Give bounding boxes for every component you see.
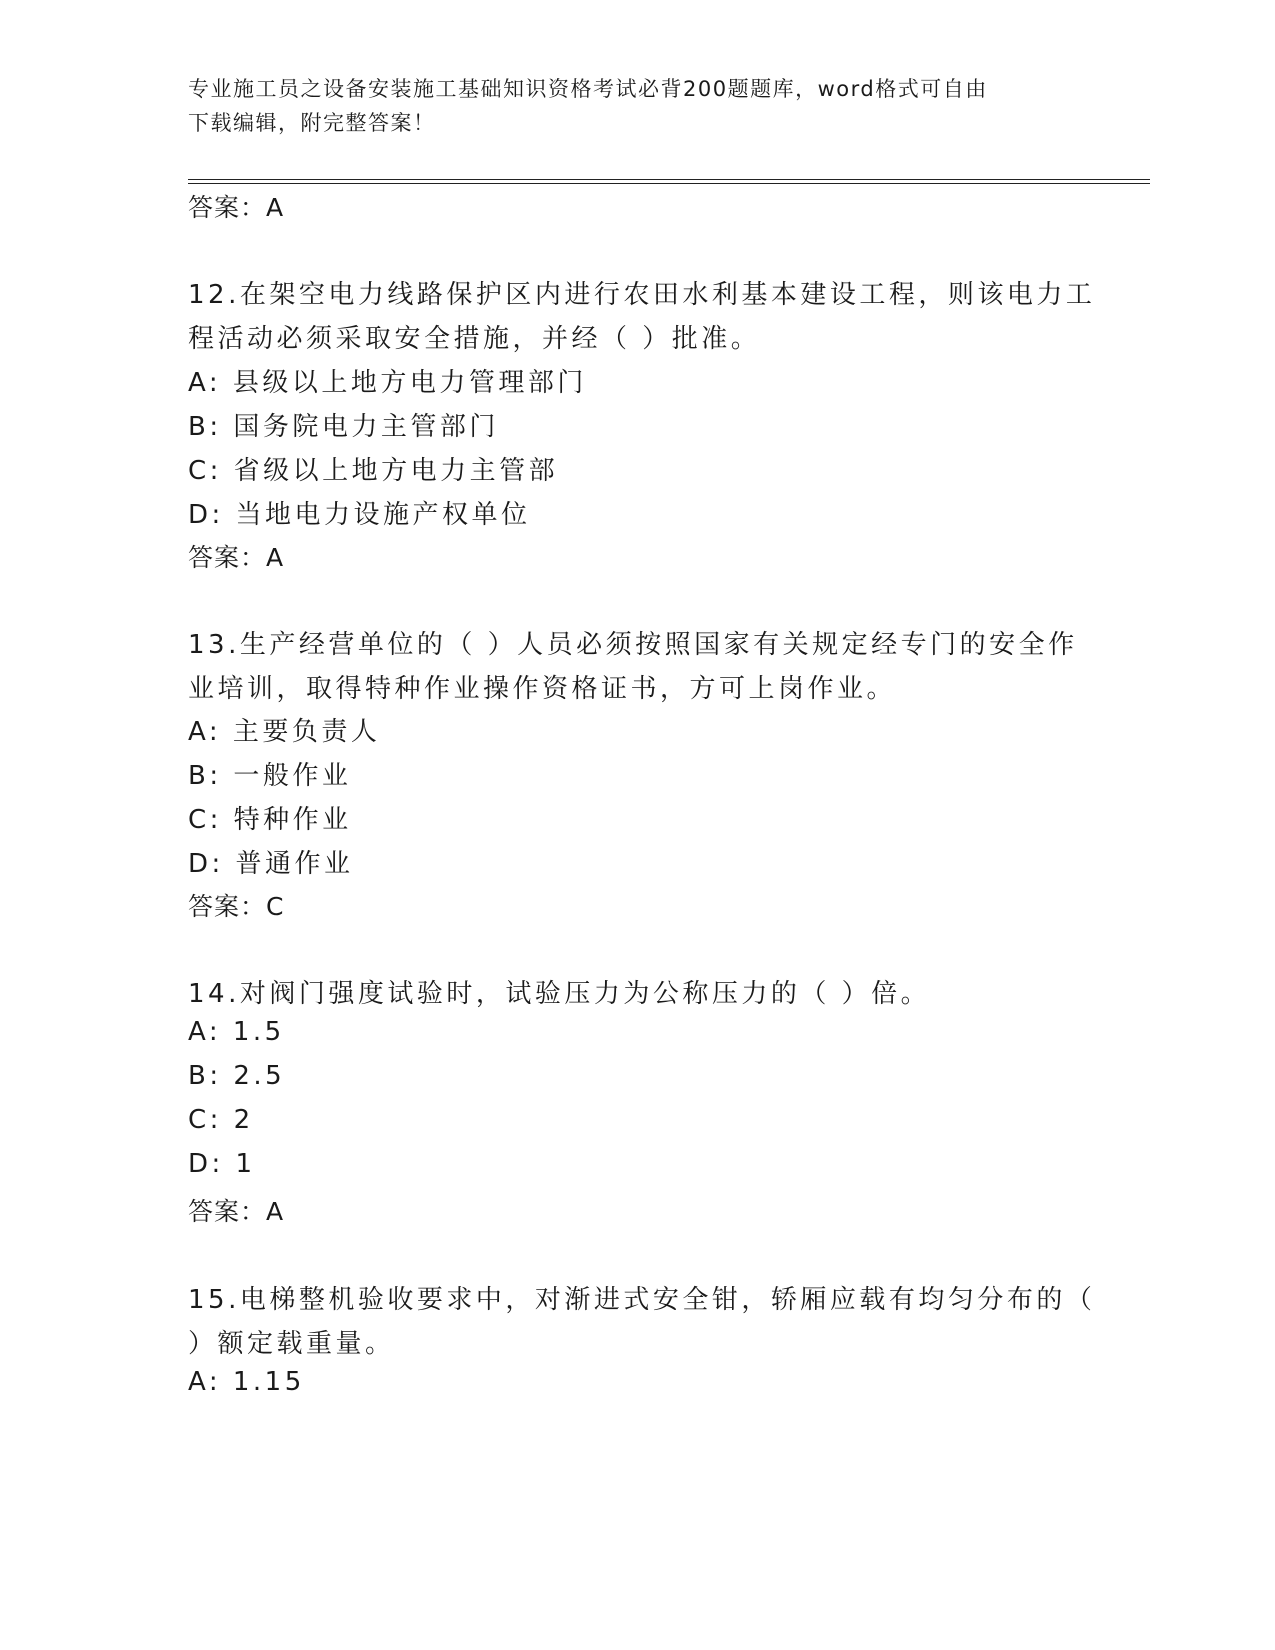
q12-option-b: B: 国务院电力主管部门 <box>188 412 499 442</box>
q12-option-c: C: 省级以上地方电力主管部 <box>188 456 559 486</box>
q14-text-line-1: 14.对阀门强度试验时，试验压力为公称压力的（ ）倍。 <box>188 979 931 1009</box>
q14-option-a: A: 1.5 <box>188 1017 285 1047</box>
q12-text-line-2: 程活动必须采取安全措施，并经（ ）批准。 <box>188 324 761 354</box>
q13-text-line-1: 13.生产经营单位的（ ）人员必须按照国家有关规定经专门的安全作 <box>188 630 1078 660</box>
header-divider-top <box>188 179 1150 180</box>
answer-q12: 答案：A <box>188 543 285 572</box>
q13-text-line-2: 业培训，取得特种作业操作资格证书，方可上岗作业。 <box>188 674 897 704</box>
document-header <box>188 72 1088 140</box>
q14-option-b: B: 2.5 <box>188 1061 286 1091</box>
answer-q14: 答案：A <box>188 1197 285 1226</box>
q12-option-d: D: 当地电力设施产权单位 <box>188 500 531 530</box>
q13-option-a: A: 主要负责人 <box>188 717 381 747</box>
q13-option-b: B: 一般作业 <box>188 761 352 791</box>
header-title-line-2: 下载编辑，附完整答案！ <box>188 111 436 135</box>
q15-text-line-1: 15.电梯整机验收要求中，对渐进式安全钳，轿厢应载有均匀分布的（ <box>188 1285 1096 1315</box>
header-title-line-1: 专业施工员之设备安装施工基础知识资格考试必背200题题库，word格式可自由 <box>188 77 988 101</box>
header-divider-bottom <box>188 183 1150 184</box>
q12-option-a: A: 县级以上地方电力管理部门 <box>188 368 587 398</box>
answer-q11: 答案：A <box>188 193 285 222</box>
q14-option-d: D: 1 <box>188 1149 256 1179</box>
q13-option-d: D: 普通作业 <box>188 849 354 879</box>
q13-option-c: C: 特种作业 <box>188 805 352 835</box>
q12-text-line-1: 12.在架空电力线路保护区内进行农田水利基本建设工程，则该电力工 <box>188 280 1096 310</box>
answer-q13: 答案：C <box>188 892 285 921</box>
q15-option-a: A: 1.15 <box>188 1367 305 1397</box>
q14-option-c: C: 2 <box>188 1105 254 1135</box>
q15-text-line-2: ）额定载重量。 <box>188 1329 395 1359</box>
